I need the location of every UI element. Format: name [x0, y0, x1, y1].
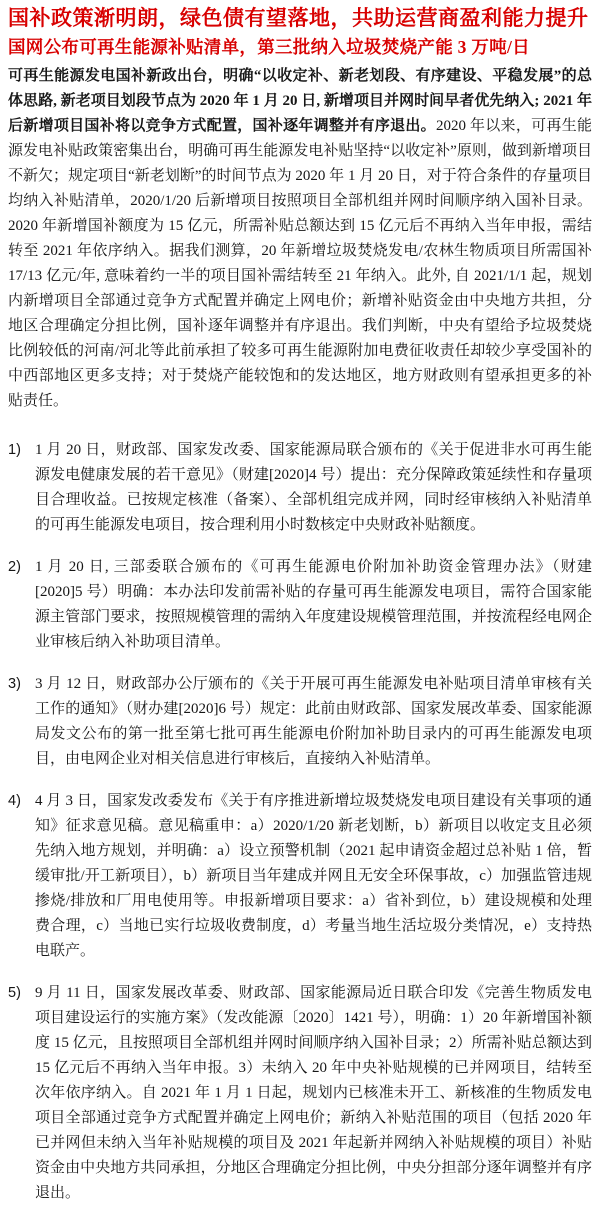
policy-list	[8, 438, 592, 1206]
lead-summary-bold-text: 可再生能源发电国补新政出台，明确“以收定补、新老划段、有序建设、平稳发展”的总体思路, 新老项目划段节点为 2020 年 1 月 20 日, 新增项目并网时间早者优先纳入; 2021 年后新增项目国补将以竞争方式配置，国补逐年调整并有序退出。	[8, 68, 592, 135]
policy-item-number: 2)	[8, 559, 21, 576]
policy-item	[8, 555, 592, 655]
policy-item-text: 3 月 12 日，财政部办公厅颁布的《关于开展可再生能源发电补贴项目清单审核有关工作的通知》（财办建[2020]6 号）规定：此前由财政部、国家发展改革委、国家能源局发文公布的第一批至第七批可再生能源电价附加补助目录内的可再生能源发电项目，由电网企业对相关信息进行审核后，直接纳入补贴清单。	[35, 676, 592, 768]
policy-item-number: 1)	[8, 442, 21, 459]
policy-item-text: 4 月 3 日，国家发改委发布《关于有序推进新增垃圾焚烧发电项目建设有关事项的通知》征求意见稿。意见稿重申：a）2020/1/20 新老划断，b）新项目以收定支且必须先纳入地方规划，并明确：a）设立预警机制（2021 起申请资金超过总补贴 1 倍，暂缓审批/开工新项目），b）新项目当年建成并网且无安全环保事故，c）加强监管违规掺烧/排放和厂用电使用等。申报新增项目要求：a）省补到位，b）建设规模和处理费合理，c）当地已实行垃圾收费制度，d）考量当地生活垃圾分类情况，e）支持热电联产。	[35, 793, 592, 960]
policy-item-text: 1 月 20 日，财政部、国家发改委、国家能源局联合颁布的《关于促进非水可再生能源发电健康发展的若干意见》（财建[2020]4 号）提出：充分保障政策延续性和存量项目合理收益。已按规定核准（备案）、全部机组完成并网，同时经审核纳入补贴清单的可再生能源发电项目，按合理利用小时数核定中央财政补贴额度。	[35, 442, 592, 534]
lead-paragraph	[8, 64, 592, 414]
policy-item-number: 4)	[8, 793, 21, 810]
policy-item-number: 5)	[8, 985, 21, 1002]
policy-item-number: 3)	[8, 676, 21, 693]
report-subtitle: 国网公布可再生能源补贴清单，第三批纳入垃圾焚烧产能 3 万吨/日	[8, 36, 530, 57]
lead-body-text: 2020 年以来，可再生能源发电补贴政策密集出台，明确可再生能源发电补贴坚持“以收定补”原则，做到新增项目不新欠；规定项目“新老划断”的时间节点为 2020 年 1 月 20 日，对于符合条件的存量项目均纳入补贴清单，2020/1/20 后新增项目按照项目全部机组并网时间顺序纳入国补目录。2020 年新增国补额度为 15 亿元，所需补贴总额达到 15 亿元后不再纳入当年申报，需结转至 2021 年依序纳入。据我们测算，20 年新增垃圾焚烧发电/农林生物质项目所需国补 17/13 亿元/年, 意味着约一半的项目国补需结转至 21 年纳入。此外, 自 2021/1/1 起，规划内新增项目全部通过竞争方式配置并确定上网电价；新增补贴资金由中央地方共担，分地区合理确定分担比例，国补逐年调整并有序退出。我们判断，中央有望给予垃圾焚烧比例较低的河南/河北等此前承担了较多可再生能源附加电费征收责任却较少享受国补的中西部地区更多支持；对于焚烧产能较饱和的发达地区，地方财政则有望承担更多的补贴责任。	[8, 118, 592, 410]
policy-item	[8, 981, 592, 1206]
policy-item-text: 1 月 20 日, 三部委联合颁布的《可再生能源电价附加补助资金管理办法》（财建[2020]5 号）明确：本办法印发前需补贴的存量可再生能源发电项目，需符合国家能源主管部门要求，按照规模管理的需纳入年度建设规模管理范围，并按流程经电网企业审核后纳入补助项目清单。	[35, 559, 592, 651]
report-title: 国补政策渐明朗，绿色债有望落地，共助运营商盈利能力提升	[8, 6, 589, 30]
policy-item-text: 9 月 11 日，国家发展改革委、财政部、国家能源局近日联合印发《完善生物质发电项目建设运行的实施方案》（发改能源〔2020〕1421 号），明确：1）20 年新增国补额度 15 亿元，且按照项目全部机组并网时间顺序纳入国补目录；2）所需补贴总额达到 15 亿元后不再纳入当年申报。3）未纳入 20 年中央补贴规模的已并网项目，结转至次年依序纳入。自 2021 年 1 月 1 日起，规划内已核准未开工、新核准的生物质发电项目全部通过竞争方式配置并确定上网电价；新纳入补贴范围的项目（包括 2020 年已并网但未纳入当年补贴规模的项目及 2021 年起新并网纳入补贴规模的项目）补贴资金由中央地方共同承担，分地区合理确定分担比例，中央分担部分逐年调整并有序退出。	[35, 985, 592, 1202]
policy-item	[8, 789, 592, 964]
policy-item	[8, 438, 592, 538]
policy-item	[8, 672, 592, 772]
